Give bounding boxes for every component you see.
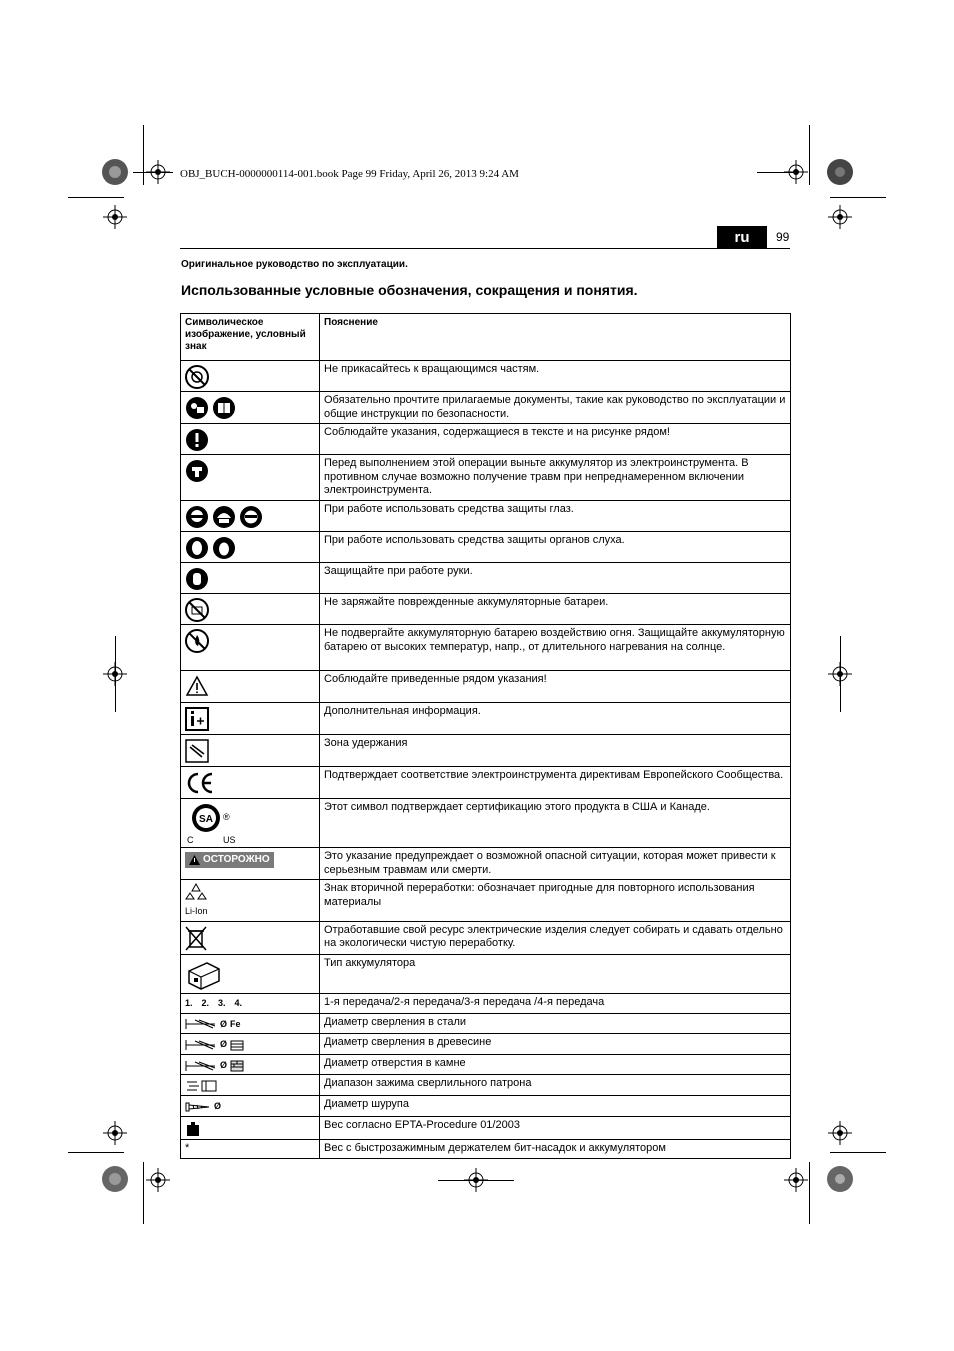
color-target-icon — [826, 1165, 854, 1193]
crop-line — [438, 1180, 514, 1181]
symbols-table — [180, 313, 791, 1159]
table-row — [181, 625, 791, 671]
row-text: Соблюдайте приведенные рядом указания! — [320, 671, 791, 703]
col-header-symbol: Символическое изображение, условный знак — [181, 314, 320, 361]
table-row — [181, 799, 791, 848]
diameter-symbol: Ø — [220, 1018, 228, 1029]
row-text: Диаметр сверления в стали — [320, 1013, 791, 1034]
row-text: Диапазон зажима сверлильного патрона — [320, 1075, 791, 1096]
wood-icon — [230, 1039, 244, 1051]
crop-line — [68, 197, 124, 198]
csa-us-label: US — [223, 835, 236, 846]
table-row — [181, 1054, 791, 1075]
header-rule — [180, 248, 790, 249]
row-text: Не подвергайте аккумуляторную батарею воздействию огня. Защищайте аккумуляторную батарею от высоких температур, напр., от длительного нагревания на солнце. — [320, 625, 791, 671]
weight-icon — [185, 1121, 201, 1137]
exclamation-icon — [185, 428, 209, 452]
crop-line — [68, 1152, 124, 1153]
crop-line — [115, 636, 116, 712]
language-badge: ru — [717, 226, 767, 248]
row-text: Дополнительная информация. — [320, 703, 791, 735]
li-ion-label: Li-Ion — [185, 905, 208, 916]
registration-mark-icon — [784, 1168, 808, 1192]
row-text: Не прикасайтесь к вращающимся частям. — [320, 361, 791, 392]
registration-mark-icon — [828, 205, 852, 229]
ear-muffs-icon — [212, 536, 236, 560]
table-row — [181, 563, 791, 594]
row-text: Соблюдайте указания, содержащиеся в тексте и на рисунке рядом! — [320, 424, 791, 455]
table-row — [181, 532, 791, 563]
table-row — [181, 767, 791, 799]
no-touch-rotating-icon — [185, 365, 209, 389]
diameter-symbol: Ø — [220, 1039, 228, 1050]
hand-protection-icon — [185, 567, 209, 591]
steel-fe-label: Fe — [230, 1018, 241, 1029]
drill-bit-icon — [185, 1018, 217, 1030]
table-row — [181, 455, 791, 501]
row-text: При работе использовать средства защиты органов слуха. — [320, 532, 791, 563]
row-text: Подтверждает соответствие электроинструмента директивам Европейского Сообщества. — [320, 767, 791, 799]
row-text: При работе использовать средства защиты глаз. — [320, 501, 791, 532]
table-row — [181, 735, 791, 767]
grip-zone-icon — [185, 739, 209, 763]
row-text: Вес согласно EPTA-Procedure 01/2003 — [320, 1116, 791, 1139]
row-text: Это указание предупреждает о возможной опасной ситуации, которая может привести к серьезным травмам или смерти. — [320, 848, 791, 880]
caution-label — [185, 852, 274, 868]
warning-triangle-icon — [185, 675, 209, 697]
crop-line — [809, 1162, 810, 1224]
table-row — [181, 954, 791, 993]
screw-icon — [185, 1102, 211, 1112]
gear-4-label: 4. — [234, 997, 243, 1008]
no-fire-icon — [185, 629, 209, 653]
info-icon — [185, 707, 209, 731]
gear-2-label: 2. — [201, 997, 210, 1008]
battery-type-icon — [185, 959, 221, 991]
row-text: 1-я передача/2-я передача/3-я передача /4-я передача — [320, 993, 791, 1013]
remove-battery-icon — [185, 459, 209, 483]
table-row — [181, 921, 791, 954]
table-row — [181, 671, 791, 703]
registration-mark-icon — [146, 160, 170, 184]
registration-mark-icon — [828, 1121, 852, 1145]
row-text: Защищайте при работе руки. — [320, 563, 791, 594]
table-row — [181, 392, 791, 424]
gear-1-label: 1. — [185, 997, 193, 1008]
csa-mark-icon — [191, 803, 221, 833]
row-text: Вес с быстрозажимным держателем бит-насадок и аккумулятором — [320, 1139, 791, 1158]
row-text: Тип аккумулятора — [320, 954, 791, 993]
crop-line — [840, 636, 841, 712]
color-target-icon — [101, 1165, 129, 1193]
ear-protection-icon — [185, 536, 209, 560]
gear-3-label: 3. — [218, 997, 226, 1008]
chuck-range-icon — [185, 1079, 219, 1093]
row-text: Перед выполнением этой операции выньте аккумулятор из электроинструмента. В противном случае возможно получение травм при непреднамеренном включении электроинструмента. — [320, 455, 791, 501]
table-header-row — [181, 314, 791, 361]
row-text: Диаметр отверстия в камне — [320, 1054, 791, 1075]
helmet-icon — [212, 505, 236, 529]
weee-bin-icon — [185, 926, 207, 952]
table-row — [181, 848, 791, 880]
goggles-icon — [185, 505, 209, 529]
registration-mark-icon — [103, 205, 127, 229]
row-text: Знак вторичной переработки: обозначает пригодные для повторного использования материалы — [320, 880, 791, 921]
gears-icon — [185, 996, 315, 1011]
csa-c-label: C — [187, 835, 194, 846]
table-row — [181, 361, 791, 392]
page-number: 99 — [776, 230, 790, 244]
caution-text: ОСТОРОЖНО — [203, 854, 270, 866]
crop-line — [830, 1152, 886, 1153]
crop-line — [809, 125, 810, 185]
table-row — [181, 1139, 791, 1158]
crop-line — [143, 125, 144, 185]
table-row — [181, 880, 791, 921]
ce-mark-icon — [185, 771, 215, 795]
table-row — [181, 424, 791, 455]
no-charge-damaged-icon — [185, 598, 209, 622]
drill-bit-icon — [185, 1039, 217, 1051]
face-shield-icon — [239, 505, 263, 529]
table-row — [181, 1013, 791, 1034]
row-text: Обязательно прочтите прилагаемые документы, такие как руководство по эксплуатации и общие инструкции по безопасности. — [320, 392, 791, 424]
table-row — [181, 501, 791, 532]
col-header-explanation: Пояснение — [320, 314, 791, 361]
warning-triangle-icon — [189, 855, 200, 865]
brick-icon — [230, 1060, 244, 1072]
registration-mark-icon — [784, 160, 808, 184]
table-row — [181, 1116, 791, 1139]
color-target-icon — [101, 158, 129, 186]
svg-text:SA: SA — [199, 814, 213, 826]
recycling-icon — [185, 882, 207, 900]
row-text: Зона удержания — [320, 735, 791, 767]
row-text: Диаметр сверления в древесине — [320, 1034, 791, 1055]
table-row — [181, 1034, 791, 1055]
section-title: Использованные условные обозначения, сокращения и понятия. — [181, 282, 638, 298]
color-target-icon — [826, 158, 854, 186]
table-row — [181, 703, 791, 735]
table-row — [181, 594, 791, 625]
registration-mark-icon — [146, 1168, 170, 1192]
drill-bit-icon — [185, 1060, 217, 1072]
crop-line — [143, 1162, 144, 1224]
asterisk-cell: * — [181, 1139, 320, 1158]
row-text: Отработавшие свой ресурс электрические изделия следует собирать и сдавать отдельно на экологически чистую переработку. — [320, 921, 791, 954]
row-text: Диаметр шурупа — [320, 1096, 791, 1117]
diameter-symbol: Ø — [220, 1059, 228, 1070]
document-subtitle: Оригинальное руководство по эксплуатации. — [181, 259, 408, 270]
diameter-symbol: Ø — [214, 1101, 222, 1112]
registration-mark-icon — [103, 1121, 127, 1145]
row-text: Не заряжайте поврежденные аккумуляторные батареи. — [320, 594, 791, 625]
print-slug: OBJ_BUCH-0000000114-001.book Page 99 Friday, April 26, 2013 9:24 AM — [180, 168, 519, 180]
book-icon — [212, 396, 236, 420]
csa-registered: ® — [223, 812, 230, 823]
row-text: Этот символ подтверждает сертификацию этого продукта в США и Канаде. — [320, 799, 791, 848]
table-row — [181, 1075, 791, 1096]
crop-line — [830, 197, 886, 198]
table-row — [181, 993, 791, 1013]
table-row — [181, 1096, 791, 1117]
read-manual-icon — [185, 396, 209, 420]
